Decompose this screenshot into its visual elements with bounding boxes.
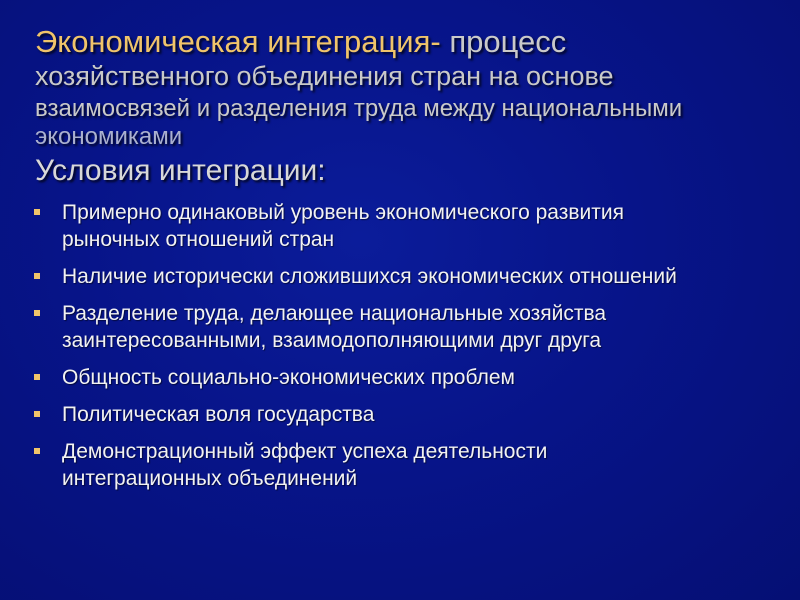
condition-line: Наличие исторически сложившихся экономических отношений xyxy=(62,265,677,288)
square-bullet-icon xyxy=(34,448,40,454)
condition-line: Демонстрационный эффект успеха деятельности xyxy=(62,440,548,463)
condition-item xyxy=(33,263,773,290)
condition-item xyxy=(33,199,773,253)
square-bullet-icon xyxy=(34,374,40,380)
title-line-4: экономиками xyxy=(35,123,183,150)
condition-line: Разделение труда, делающее национальные хозяйства xyxy=(62,302,607,325)
conditions-heading: Условия интеграции: xyxy=(35,154,326,187)
title-line-1-rest: процесс xyxy=(440,24,567,59)
title-line-1 xyxy=(35,26,775,57)
condition-line: интеграционных объединений xyxy=(62,467,358,490)
title-line-3: взаимосвязей и разделения труда между национальными xyxy=(35,95,683,122)
condition-line: рыночных отношений стран xyxy=(62,228,335,251)
condition-line: Политическая воля государства xyxy=(62,403,375,426)
conditions-list xyxy=(33,199,773,502)
title-line-2: хозяйственного объединения стран на основе xyxy=(35,61,614,91)
condition-item xyxy=(33,438,773,492)
square-bullet-icon xyxy=(34,273,40,279)
condition-item xyxy=(33,364,773,391)
condition-item xyxy=(33,300,773,354)
square-bullet-icon xyxy=(34,411,40,417)
square-bullet-icon xyxy=(34,310,40,316)
condition-line: Общность социально-экономических проблем xyxy=(62,366,515,389)
condition-item xyxy=(33,401,773,428)
condition-line: заинтересованными, взаимодополняющими друг друга xyxy=(62,329,602,352)
square-bullet-icon xyxy=(34,209,40,215)
condition-line: Примерно одинаковый уровень экономического развития xyxy=(62,201,624,224)
slide-title xyxy=(35,26,775,149)
title-accent-term: Экономическая интеграция- xyxy=(35,24,441,59)
